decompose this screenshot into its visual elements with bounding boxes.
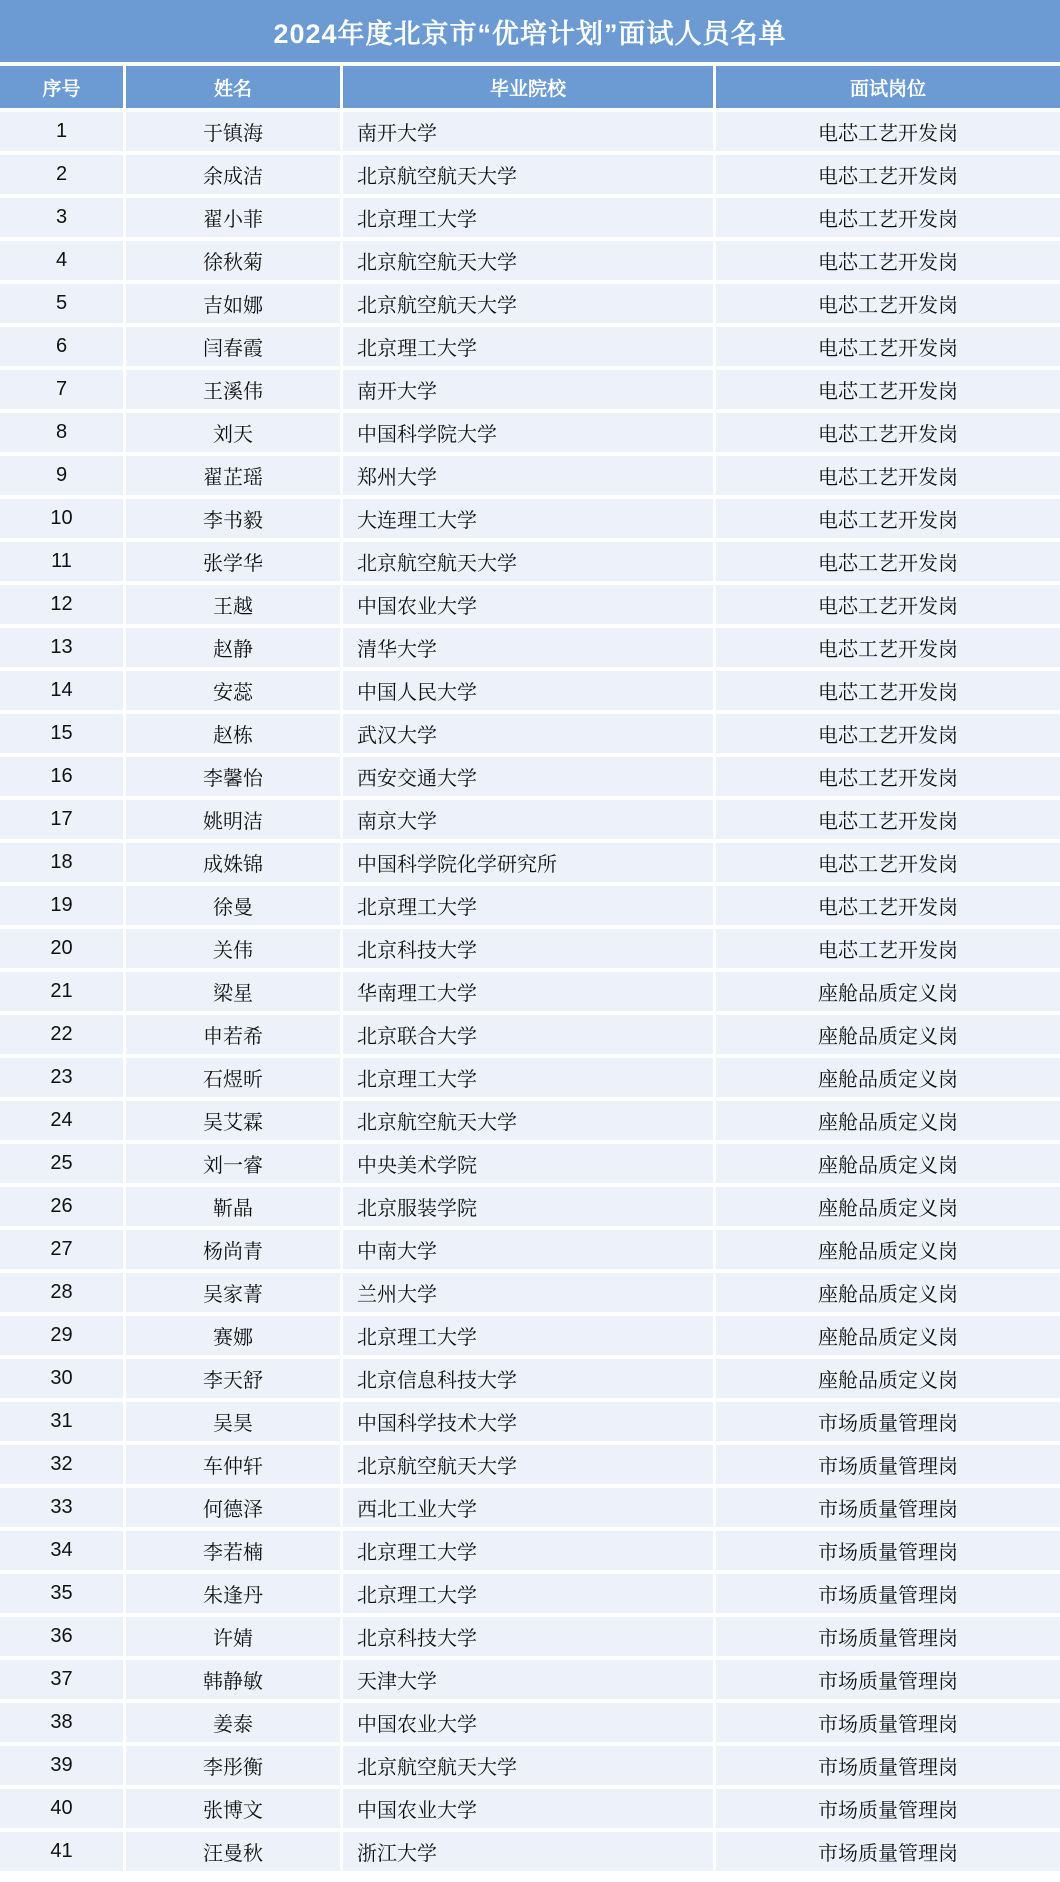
table-row [0,1703,1060,1742]
table-row [0,1660,1060,1699]
cell-index: 5 [0,284,123,323]
cell-index: 32 [0,1445,123,1484]
cell-name: 杨尚青 [126,1230,340,1269]
cell-school: 北京科技大学 [343,1617,713,1656]
cell-position: 电芯工艺开发岗 [716,198,1060,237]
cell-position: 电芯工艺开发岗 [716,628,1060,667]
cell-position: 座舱品质定义岗 [716,1101,1060,1140]
cell-name: 赵栋 [126,714,340,753]
cell-school: 南开大学 [343,370,713,409]
cell-name: 梁星 [126,972,340,1011]
cell-school: 中国农业大学 [343,1789,713,1828]
table-row [0,413,1060,452]
cell-position: 市场质量管理岗 [716,1574,1060,1613]
table-row [0,155,1060,194]
cell-name: 汪曼秋 [126,1832,340,1871]
cell-index: 23 [0,1058,123,1097]
cell-school: 浙江大学 [343,1832,713,1871]
cell-school: 武汉大学 [343,714,713,753]
cell-name: 刘天 [126,413,340,452]
cell-name: 李若楠 [126,1531,340,1570]
cell-position: 市场质量管理岗 [716,1832,1060,1871]
cell-name: 车仲轩 [126,1445,340,1484]
table-row [0,1832,1060,1871]
cell-school: 中央美术学院 [343,1144,713,1183]
table-row [0,1230,1060,1269]
cell-position: 电芯工艺开发岗 [716,284,1060,323]
column-header-school: 毕业院校 [343,66,713,108]
cell-index: 41 [0,1832,123,1871]
cell-name: 韩静敏 [126,1660,340,1699]
cell-name: 李馨怡 [126,757,340,796]
cell-school: 北京科技大学 [343,929,713,968]
cell-name: 许婧 [126,1617,340,1656]
cell-school: 北京航空航天大学 [343,1101,713,1140]
table-row [0,1488,1060,1527]
cell-school: 北京联合大学 [343,1015,713,1054]
table-row [0,929,1060,968]
cell-index: 4 [0,241,123,280]
cell-name: 刘一睿 [126,1144,340,1183]
cell-school: 北京理工大学 [343,327,713,366]
cell-position: 市场质量管理岗 [716,1660,1060,1699]
cell-school: 北京航空航天大学 [343,1445,713,1484]
table-row [0,1789,1060,1828]
table-row [0,198,1060,237]
cell-position: 座舱品质定义岗 [716,972,1060,1011]
cell-school: 北京理工大学 [343,1058,713,1097]
cell-index: 40 [0,1789,123,1828]
cell-index: 37 [0,1660,123,1699]
cell-name: 于镇海 [126,112,340,151]
cell-name: 赛娜 [126,1316,340,1355]
cell-position: 电芯工艺开发岗 [716,929,1060,968]
table-row [0,1531,1060,1570]
column-header-name: 姓名 [126,66,340,108]
cell-index: 27 [0,1230,123,1269]
cell-name: 靳晶 [126,1187,340,1226]
page-title: 2024年度北京市“优培计划”面试人员名单 [0,0,1060,62]
cell-school: 兰州大学 [343,1273,713,1312]
column-header-index: 序号 [0,66,123,108]
cell-index: 28 [0,1273,123,1312]
cell-index: 25 [0,1144,123,1183]
cell-index: 8 [0,413,123,452]
cell-school: 华南理工大学 [343,972,713,1011]
cell-position: 电芯工艺开发岗 [716,886,1060,925]
cell-school: 中国农业大学 [343,585,713,624]
table-row [0,327,1060,366]
table-row [0,843,1060,882]
column-header-position: 面试岗位 [716,66,1060,108]
table-row [0,972,1060,1011]
cell-school: 北京航空航天大学 [343,284,713,323]
cell-name: 吴艾霖 [126,1101,340,1140]
cell-position: 电芯工艺开发岗 [716,671,1060,710]
table-header-row [0,66,1060,108]
cell-index: 3 [0,198,123,237]
cell-name: 姜泰 [126,1703,340,1742]
table-row [0,1015,1060,1054]
cell-school: 北京航空航天大学 [343,1746,713,1785]
cell-index: 18 [0,843,123,882]
table-row [0,112,1060,151]
cell-name: 张博文 [126,1789,340,1828]
cell-index: 29 [0,1316,123,1355]
roster-table [0,66,1060,1871]
cell-school: 南京大学 [343,800,713,839]
cell-position: 电芯工艺开发岗 [716,112,1060,151]
cell-name: 李彤衡 [126,1746,340,1785]
cell-index: 7 [0,370,123,409]
table-row [0,1187,1060,1226]
cell-name: 吴昊 [126,1402,340,1441]
cell-position: 电芯工艺开发岗 [716,370,1060,409]
table-row [0,1574,1060,1613]
table-body [0,112,1060,1871]
cell-school: 北京理工大学 [343,1316,713,1355]
cell-index: 19 [0,886,123,925]
table-row [0,1746,1060,1785]
cell-name: 闫春霞 [126,327,340,366]
cell-position: 市场质量管理岗 [716,1617,1060,1656]
cell-school: 西安交通大学 [343,757,713,796]
cell-position: 电芯工艺开发岗 [716,714,1060,753]
cell-school: 郑州大学 [343,456,713,495]
cell-index: 14 [0,671,123,710]
cell-position: 座舱品质定义岗 [716,1316,1060,1355]
table-row [0,671,1060,710]
cell-index: 30 [0,1359,123,1398]
cell-position: 电芯工艺开发岗 [716,155,1060,194]
cell-position: 电芯工艺开发岗 [716,327,1060,366]
cell-school: 北京服装学院 [343,1187,713,1226]
cell-index: 20 [0,929,123,968]
cell-index: 21 [0,972,123,1011]
cell-name: 赵静 [126,628,340,667]
cell-position: 座舱品质定义岗 [716,1144,1060,1183]
cell-index: 33 [0,1488,123,1527]
cell-school: 中南大学 [343,1230,713,1269]
cell-position: 电芯工艺开发岗 [716,542,1060,581]
cell-school: 中国科学院大学 [343,413,713,452]
cell-school: 西北工业大学 [343,1488,713,1527]
cell-index: 36 [0,1617,123,1656]
cell-index: 13 [0,628,123,667]
table-row [0,1058,1060,1097]
cell-school: 北京理工大学 [343,1574,713,1613]
table-row [0,1445,1060,1484]
cell-index: 34 [0,1531,123,1570]
cell-index: 1 [0,112,123,151]
cell-position: 电芯工艺开发岗 [716,843,1060,882]
table-row [0,757,1060,796]
cell-position: 电芯工艺开发岗 [716,800,1060,839]
cell-index: 24 [0,1101,123,1140]
cell-school: 中国人民大学 [343,671,713,710]
cell-school: 北京航空航天大学 [343,542,713,581]
cell-school: 北京理工大学 [343,886,713,925]
cell-school: 天津大学 [343,1660,713,1699]
cell-name: 李天舒 [126,1359,340,1398]
cell-name: 成姝锦 [126,843,340,882]
cell-index: 2 [0,155,123,194]
cell-index: 22 [0,1015,123,1054]
cell-index: 11 [0,542,123,581]
cell-position: 电芯工艺开发岗 [716,499,1060,538]
cell-index: 16 [0,757,123,796]
cell-position: 电芯工艺开发岗 [716,585,1060,624]
cell-school: 南开大学 [343,112,713,151]
table-row [0,241,1060,280]
cell-name: 何德泽 [126,1488,340,1527]
cell-school: 大连理工大学 [343,499,713,538]
cell-school: 北京理工大学 [343,1531,713,1570]
cell-school: 中国科学院化学研究所 [343,843,713,882]
table-row [0,1144,1060,1183]
table-row [0,1101,1060,1140]
cell-name: 申若希 [126,1015,340,1054]
cell-name: 王越 [126,585,340,624]
cell-name: 翟小菲 [126,198,340,237]
table-row [0,1402,1060,1441]
cell-position: 电芯工艺开发岗 [716,413,1060,452]
cell-school: 中国农业大学 [343,1703,713,1742]
cell-name: 余成洁 [126,155,340,194]
cell-position: 电芯工艺开发岗 [716,757,1060,796]
table-row [0,499,1060,538]
table-row [0,585,1060,624]
table-row [0,1316,1060,1355]
cell-position: 市场质量管理岗 [716,1531,1060,1570]
cell-index: 26 [0,1187,123,1226]
cell-index: 15 [0,714,123,753]
table-row [0,370,1060,409]
cell-position: 座舱品质定义岗 [716,1015,1060,1054]
cell-index: 38 [0,1703,123,1742]
cell-position: 座舱品质定义岗 [716,1058,1060,1097]
cell-position: 市场质量管理岗 [716,1703,1060,1742]
table-row [0,1359,1060,1398]
cell-index: 35 [0,1574,123,1613]
cell-school: 北京理工大学 [343,198,713,237]
table-row [0,1273,1060,1312]
cell-name: 朱逢丹 [126,1574,340,1613]
table-row [0,542,1060,581]
cell-name: 石煜昕 [126,1058,340,1097]
cell-school: 中国科学技术大学 [343,1402,713,1441]
cell-position: 市场质量管理岗 [716,1746,1060,1785]
cell-position: 市场质量管理岗 [716,1789,1060,1828]
cell-position: 电芯工艺开发岗 [716,241,1060,280]
cell-position: 座舱品质定义岗 [716,1359,1060,1398]
cell-index: 17 [0,800,123,839]
cell-name: 翟芷瑶 [126,456,340,495]
cell-index: 12 [0,585,123,624]
cell-index: 6 [0,327,123,366]
cell-school: 北京航空航天大学 [343,155,713,194]
cell-position: 座舱品质定义岗 [716,1187,1060,1226]
cell-position: 市场质量管理岗 [716,1488,1060,1527]
cell-school: 北京航空航天大学 [343,241,713,280]
table-row [0,800,1060,839]
cell-name: 安蕊 [126,671,340,710]
cell-school: 北京信息科技大学 [343,1359,713,1398]
cell-position: 市场质量管理岗 [716,1402,1060,1441]
cell-index: 31 [0,1402,123,1441]
cell-position: 电芯工艺开发岗 [716,456,1060,495]
cell-name: 吉如娜 [126,284,340,323]
cell-name: 李书毅 [126,499,340,538]
cell-name: 关伟 [126,929,340,968]
cell-position: 座舱品质定义岗 [716,1273,1060,1312]
table-row [0,628,1060,667]
cell-name: 张学华 [126,542,340,581]
cell-index: 10 [0,499,123,538]
table-row [0,456,1060,495]
cell-school: 清华大学 [343,628,713,667]
table-row [0,1617,1060,1656]
cell-name: 徐曼 [126,886,340,925]
cell-index: 9 [0,456,123,495]
cell-index: 39 [0,1746,123,1785]
cell-name: 吴家菁 [126,1273,340,1312]
cell-name: 王溪伟 [126,370,340,409]
cell-position: 市场质量管理岗 [716,1445,1060,1484]
table-row [0,714,1060,753]
cell-position: 座舱品质定义岗 [716,1230,1060,1269]
table-row [0,886,1060,925]
table-row [0,284,1060,323]
cell-name: 姚明洁 [126,800,340,839]
cell-name: 徐秋菊 [126,241,340,280]
